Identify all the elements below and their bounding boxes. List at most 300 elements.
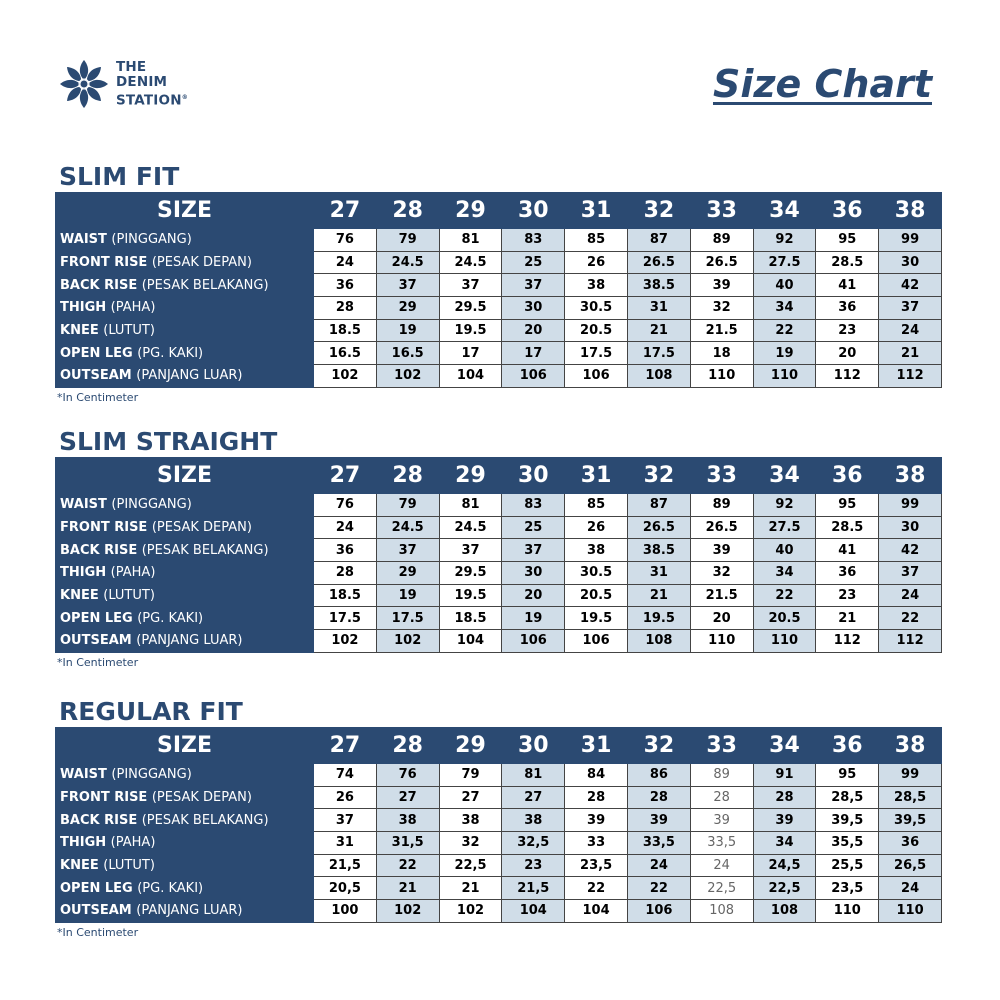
measurement-label bbox=[56, 251, 314, 274]
measurement-value: 19.5 bbox=[627, 607, 690, 630]
size-column-header: 38 bbox=[879, 193, 942, 229]
measurement-value: 20.5 bbox=[565, 319, 628, 342]
measurement-translation: (PESAK BELAKANG) bbox=[141, 277, 269, 293]
measurement-translation: (PG. KAKI) bbox=[137, 880, 204, 896]
measurement-value: 32,5 bbox=[502, 832, 565, 855]
measurement-value: 17.5 bbox=[376, 607, 439, 630]
size-column-header: 32 bbox=[627, 728, 690, 764]
measurement-value: 34 bbox=[753, 297, 816, 320]
measurement-value: 102 bbox=[376, 365, 439, 388]
size-table bbox=[55, 727, 942, 923]
measurement-value: 76 bbox=[314, 494, 377, 517]
measurement-value: 86 bbox=[627, 764, 690, 787]
measurement-value: 27 bbox=[376, 786, 439, 809]
measurement-value: 28 bbox=[314, 562, 377, 585]
measurement-label bbox=[56, 297, 314, 320]
measurement-value: 40 bbox=[753, 539, 816, 562]
size-column-header: 29 bbox=[439, 193, 502, 229]
measurement-value: 108 bbox=[753, 900, 816, 923]
measurement-translation: (PAHA) bbox=[110, 835, 156, 851]
measurement-label bbox=[56, 764, 314, 787]
measurement-value: 21,5 bbox=[314, 854, 377, 877]
measurement-value: 21.5 bbox=[690, 584, 753, 607]
measurement-value: 92 bbox=[753, 494, 816, 517]
measurement-value: 41 bbox=[816, 539, 879, 562]
measurement-value: 32 bbox=[690, 297, 753, 320]
measurement-value: 37 bbox=[439, 274, 502, 297]
measurement-value: 26.5 bbox=[690, 251, 753, 274]
measurement-value: 110 bbox=[690, 630, 753, 653]
measurement-value: 37 bbox=[502, 274, 565, 297]
size-column-header: 27 bbox=[314, 728, 377, 764]
measurement-value: 81 bbox=[502, 764, 565, 787]
table-row bbox=[56, 342, 942, 365]
measurement-value: 83 bbox=[502, 494, 565, 517]
size-column-header: 29 bbox=[439, 728, 502, 764]
table-row bbox=[56, 297, 942, 320]
measurement-value: 108 bbox=[627, 630, 690, 653]
measurement-value: 17.5 bbox=[314, 607, 377, 630]
measurement-translation: (PG. KAKI) bbox=[137, 345, 204, 361]
measurement-value: 104 bbox=[502, 900, 565, 923]
measurement-value: 38 bbox=[565, 274, 628, 297]
measurement-value: 22 bbox=[376, 854, 439, 877]
measurement-value: 20 bbox=[502, 584, 565, 607]
measurement-value: 81 bbox=[439, 494, 502, 517]
measurement-translation: (PESAK BELAKANG) bbox=[141, 542, 269, 558]
measurement-value: 106 bbox=[502, 365, 565, 388]
measurement-value: 37 bbox=[314, 809, 377, 832]
measurement-value: 39 bbox=[690, 274, 753, 297]
table-row bbox=[56, 786, 942, 809]
measurement-value: 106 bbox=[627, 900, 690, 923]
measurement-translation: (LUTUT) bbox=[103, 323, 155, 339]
measurement-value: 25,5 bbox=[816, 854, 879, 877]
measurement-value: 21 bbox=[879, 342, 942, 365]
size-column-header: 38 bbox=[879, 728, 942, 764]
measurement-translation: (PESAK DEPAN) bbox=[151, 520, 252, 536]
measurement-value: 23 bbox=[502, 854, 565, 877]
measurement-value: 28.5 bbox=[816, 516, 879, 539]
measurement-value: 26,5 bbox=[879, 854, 942, 877]
measurement-value: 24 bbox=[879, 877, 942, 900]
measurement-value: 102 bbox=[439, 900, 502, 923]
table-row bbox=[56, 630, 942, 653]
measurement-value: 38 bbox=[376, 809, 439, 832]
measurement-translation: (LUTUT) bbox=[103, 588, 155, 604]
measurement-translation: (PINGGANG) bbox=[111, 767, 192, 783]
size-column-header: 36 bbox=[816, 458, 879, 494]
measurement-name: OUTSEAM bbox=[60, 368, 132, 384]
measurement-value: 87 bbox=[627, 229, 690, 252]
measurement-value: 99 bbox=[879, 229, 942, 252]
measurement-value: 29.5 bbox=[439, 297, 502, 320]
measurement-value: 20,5 bbox=[314, 877, 377, 900]
measurement-value: 22 bbox=[565, 877, 628, 900]
measurement-value: 26 bbox=[565, 516, 628, 539]
measurement-value: 32 bbox=[439, 832, 502, 855]
size-column-header: 36 bbox=[816, 728, 879, 764]
brand-line: STATION bbox=[116, 92, 182, 109]
measurement-value: 38 bbox=[502, 809, 565, 832]
measurement-value: 110 bbox=[816, 900, 879, 923]
measurement-value: 102 bbox=[314, 630, 377, 653]
table-row bbox=[56, 854, 942, 877]
measurement-translation: (LUTUT) bbox=[103, 858, 155, 874]
measurement-value: 39 bbox=[565, 809, 628, 832]
measurement-value: 27.5 bbox=[753, 516, 816, 539]
measurement-translation: (PANJANG LUAR) bbox=[136, 368, 243, 384]
measurement-value: 21.5 bbox=[690, 319, 753, 342]
measurement-value: 42 bbox=[879, 274, 942, 297]
measurement-value: 91 bbox=[753, 764, 816, 787]
measurement-label bbox=[56, 900, 314, 923]
measurement-value: 18.5 bbox=[439, 607, 502, 630]
measurement-value: 18.5 bbox=[314, 319, 377, 342]
measurement-value: 37 bbox=[376, 539, 439, 562]
measurement-name: THIGH bbox=[60, 565, 107, 581]
measurement-value: 79 bbox=[439, 764, 502, 787]
measurement-value: 24 bbox=[879, 584, 942, 607]
measurement-label bbox=[56, 584, 314, 607]
size-column-header: 28 bbox=[376, 458, 439, 494]
brand-line: THE bbox=[116, 58, 147, 75]
measurement-value: 104 bbox=[439, 365, 502, 388]
measurement-value: 24 bbox=[879, 319, 942, 342]
size-header: SIZE bbox=[56, 458, 314, 494]
size-column-header: 28 bbox=[376, 193, 439, 229]
measurement-value: 23,5 bbox=[565, 854, 628, 877]
measurement-value: 108 bbox=[627, 365, 690, 388]
measurement-label bbox=[56, 854, 314, 877]
table-row bbox=[56, 607, 942, 630]
measurement-value: 19 bbox=[502, 607, 565, 630]
measurement-value: 28 bbox=[690, 786, 753, 809]
measurement-value: 38.5 bbox=[627, 539, 690, 562]
measurement-name: OUTSEAM bbox=[60, 633, 132, 649]
size-column-header: 34 bbox=[753, 728, 816, 764]
measurement-value: 19 bbox=[376, 584, 439, 607]
measurement-value: 25 bbox=[502, 251, 565, 274]
section-title: REGULAR FIT bbox=[59, 697, 243, 726]
measurement-value: 39 bbox=[690, 539, 753, 562]
size-section bbox=[55, 162, 942, 404]
measurement-value: 24.5 bbox=[439, 251, 502, 274]
measurement-value: 95 bbox=[816, 229, 879, 252]
measurement-label bbox=[56, 229, 314, 252]
measurement-value: 37 bbox=[879, 562, 942, 585]
section-title: SLIM FIT bbox=[59, 162, 180, 191]
measurement-value: 35,5 bbox=[816, 832, 879, 855]
unit-note: *In Centimeter bbox=[57, 925, 139, 939]
measurement-value: 89 bbox=[690, 494, 753, 517]
measurement-value: 29 bbox=[376, 297, 439, 320]
measurement-value: 33 bbox=[565, 832, 628, 855]
measurement-value: 92 bbox=[753, 229, 816, 252]
table-row bbox=[56, 229, 942, 252]
measurement-value: 38 bbox=[439, 809, 502, 832]
measurement-value: 33,5 bbox=[690, 832, 753, 855]
measurement-value: 19 bbox=[753, 342, 816, 365]
measurement-value: 89 bbox=[690, 229, 753, 252]
measurement-value: 21,5 bbox=[502, 877, 565, 900]
page-title: Size Chart bbox=[712, 62, 932, 106]
measurement-label bbox=[56, 630, 314, 653]
measurement-name: OUTSEAM bbox=[60, 903, 132, 919]
size-header: SIZE bbox=[56, 728, 314, 764]
measurement-value: 36 bbox=[816, 562, 879, 585]
measurement-value: 110 bbox=[753, 365, 816, 388]
measurement-value: 28 bbox=[753, 786, 816, 809]
measurement-value: 29 bbox=[376, 562, 439, 585]
measurement-value: 31,5 bbox=[376, 832, 439, 855]
measurement-value: 19 bbox=[376, 319, 439, 342]
measurement-value: 26 bbox=[314, 786, 377, 809]
measurement-label bbox=[56, 516, 314, 539]
measurement-value: 37 bbox=[376, 274, 439, 297]
size-column-header: 30 bbox=[502, 728, 565, 764]
size-column-header: 32 bbox=[627, 458, 690, 494]
measurement-value: 81 bbox=[439, 229, 502, 252]
table-row bbox=[56, 877, 942, 900]
size-section bbox=[55, 697, 942, 939]
measurement-name: KNEE bbox=[60, 858, 99, 874]
measurement-translation: (PESAK BELAKANG) bbox=[141, 812, 269, 828]
measurement-translation: (PANJANG LUAR) bbox=[136, 903, 243, 919]
measurement-value: 100 bbox=[314, 900, 377, 923]
measurement-value: 38.5 bbox=[627, 274, 690, 297]
measurement-value: 17 bbox=[439, 342, 502, 365]
size-column-header: 28 bbox=[376, 728, 439, 764]
size-column-header: 33 bbox=[690, 193, 753, 229]
brand-line: DENIM bbox=[116, 73, 168, 90]
measurement-value: 36 bbox=[314, 539, 377, 562]
size-column-header: 38 bbox=[879, 458, 942, 494]
measurement-value: 23,5 bbox=[816, 877, 879, 900]
measurement-value: 30 bbox=[879, 251, 942, 274]
measurement-value: 89 bbox=[690, 764, 753, 787]
measurement-value: 28,5 bbox=[879, 786, 942, 809]
measurement-value: 22 bbox=[627, 877, 690, 900]
measurement-value: 19.5 bbox=[439, 584, 502, 607]
measurement-value: 112 bbox=[879, 365, 942, 388]
measurement-value: 102 bbox=[314, 365, 377, 388]
measurement-label bbox=[56, 319, 314, 342]
measurement-value: 24 bbox=[314, 251, 377, 274]
measurement-value: 20 bbox=[816, 342, 879, 365]
measurement-value: 19.5 bbox=[565, 607, 628, 630]
header-row bbox=[56, 458, 942, 494]
measurement-value: 87 bbox=[627, 494, 690, 517]
measurement-value: 102 bbox=[376, 900, 439, 923]
size-column-header: 32 bbox=[627, 193, 690, 229]
measurement-value: 37 bbox=[879, 297, 942, 320]
measurement-value: 30.5 bbox=[565, 297, 628, 320]
measurement-translation: (PESAK DEPAN) bbox=[151, 255, 252, 271]
measurement-label bbox=[56, 539, 314, 562]
measurement-value: 21 bbox=[376, 877, 439, 900]
size-column-header: 29 bbox=[439, 458, 502, 494]
measurement-name: KNEE bbox=[60, 588, 99, 604]
measurement-value: 26.5 bbox=[627, 516, 690, 539]
measurement-value: 18 bbox=[690, 342, 753, 365]
table-row bbox=[56, 319, 942, 342]
measurement-value: 26 bbox=[565, 251, 628, 274]
measurement-label bbox=[56, 786, 314, 809]
measurement-value: 85 bbox=[565, 229, 628, 252]
table-row bbox=[56, 832, 942, 855]
measurement-value: 102 bbox=[376, 630, 439, 653]
measurement-name: BACK RISE bbox=[60, 542, 138, 558]
size-column-header: 27 bbox=[314, 458, 377, 494]
size-section bbox=[55, 427, 942, 669]
measurement-value: 106 bbox=[565, 365, 628, 388]
measurement-value: 24 bbox=[314, 516, 377, 539]
measurement-value: 39,5 bbox=[816, 809, 879, 832]
measurement-label bbox=[56, 562, 314, 585]
measurement-value: 28 bbox=[314, 297, 377, 320]
unit-note: *In Centimeter bbox=[57, 390, 139, 404]
size-column-header: 34 bbox=[753, 193, 816, 229]
flower-logo-icon bbox=[58, 58, 110, 110]
measurement-value: 22 bbox=[753, 584, 816, 607]
table-row bbox=[56, 365, 942, 388]
measurement-value: 30 bbox=[502, 297, 565, 320]
measurement-name: WAIST bbox=[60, 232, 107, 248]
measurement-name: FRONT RISE bbox=[60, 520, 148, 536]
measurement-value: 84 bbox=[565, 764, 628, 787]
measurement-label bbox=[56, 809, 314, 832]
table-row bbox=[56, 809, 942, 832]
measurement-value: 40 bbox=[753, 274, 816, 297]
measurement-value: 74 bbox=[314, 764, 377, 787]
unit-note: *In Centimeter bbox=[57, 655, 139, 669]
measurement-value: 19.5 bbox=[439, 319, 502, 342]
measurement-value: 34 bbox=[753, 562, 816, 585]
measurement-value: 39 bbox=[627, 809, 690, 832]
size-column-header: 31 bbox=[565, 728, 628, 764]
measurement-value: 29.5 bbox=[439, 562, 502, 585]
measurement-value: 28 bbox=[627, 786, 690, 809]
measurement-label bbox=[56, 365, 314, 388]
measurement-value: 26.5 bbox=[690, 516, 753, 539]
table-row bbox=[56, 539, 942, 562]
measurement-value: 36 bbox=[816, 297, 879, 320]
measurement-translation: (PANJANG LUAR) bbox=[136, 633, 243, 649]
measurement-value: 108 bbox=[690, 900, 753, 923]
measurement-translation: (PAHA) bbox=[110, 300, 156, 316]
size-table bbox=[55, 457, 942, 653]
measurement-value: 28 bbox=[565, 786, 628, 809]
brand-logo bbox=[58, 58, 188, 110]
measurement-name: OPEN LEG bbox=[60, 610, 133, 626]
measurement-value: 27 bbox=[439, 786, 502, 809]
measurement-name: FRONT RISE bbox=[60, 255, 148, 271]
table-row bbox=[56, 274, 942, 297]
measurement-value: 32 bbox=[690, 562, 753, 585]
measurement-value: 33,5 bbox=[627, 832, 690, 855]
measurement-value: 36 bbox=[879, 832, 942, 855]
measurement-translation: (PESAK DEPAN) bbox=[151, 790, 252, 806]
measurement-name: KNEE bbox=[60, 323, 99, 339]
measurement-label bbox=[56, 342, 314, 365]
size-column-header: 33 bbox=[690, 458, 753, 494]
measurement-value: 21 bbox=[627, 319, 690, 342]
header-row bbox=[56, 728, 942, 764]
measurement-value: 24.5 bbox=[439, 516, 502, 539]
table-row bbox=[56, 516, 942, 539]
size-column-header: 34 bbox=[753, 458, 816, 494]
measurement-value: 17 bbox=[502, 342, 565, 365]
measurement-value: 16.5 bbox=[314, 342, 377, 365]
measurement-value: 24.5 bbox=[376, 251, 439, 274]
measurement-name: OPEN LEG bbox=[60, 880, 133, 896]
measurement-value: 76 bbox=[376, 764, 439, 787]
measurement-value: 24,5 bbox=[753, 854, 816, 877]
measurement-value: 83 bbox=[502, 229, 565, 252]
measurement-translation: (PG. KAKI) bbox=[137, 610, 204, 626]
measurement-name: FRONT RISE bbox=[60, 790, 148, 806]
measurement-value: 39 bbox=[690, 809, 753, 832]
measurement-label bbox=[56, 877, 314, 900]
measurement-value: 30 bbox=[879, 516, 942, 539]
measurement-name: OPEN LEG bbox=[60, 345, 133, 361]
measurement-value: 18.5 bbox=[314, 584, 377, 607]
measurement-value: 30.5 bbox=[565, 562, 628, 585]
measurement-value: 110 bbox=[879, 900, 942, 923]
measurement-label bbox=[56, 494, 314, 517]
measurement-value: 110 bbox=[753, 630, 816, 653]
measurement-value: 22 bbox=[753, 319, 816, 342]
size-column-header: 31 bbox=[565, 458, 628, 494]
measurement-value: 31 bbox=[314, 832, 377, 855]
measurement-value: 28.5 bbox=[816, 251, 879, 274]
measurement-value: 31 bbox=[627, 297, 690, 320]
measurement-value: 23 bbox=[816, 584, 879, 607]
measurement-value: 95 bbox=[816, 764, 879, 787]
section-title: SLIM STRAIGHT bbox=[59, 427, 278, 456]
size-column-header: 30 bbox=[502, 193, 565, 229]
measurement-value: 25 bbox=[502, 516, 565, 539]
measurement-value: 30 bbox=[502, 562, 565, 585]
measurement-value: 23 bbox=[816, 319, 879, 342]
measurement-translation: (PINGGANG) bbox=[111, 497, 192, 513]
measurement-value: 22,5 bbox=[690, 877, 753, 900]
measurement-value: 76 bbox=[314, 229, 377, 252]
measurement-name: WAIST bbox=[60, 497, 107, 513]
measurement-value: 95 bbox=[816, 494, 879, 517]
measurement-value: 110 bbox=[690, 365, 753, 388]
measurement-value: 112 bbox=[816, 365, 879, 388]
size-column-header: 33 bbox=[690, 728, 753, 764]
table-row bbox=[56, 251, 942, 274]
measurement-value: 112 bbox=[879, 630, 942, 653]
table-row bbox=[56, 764, 942, 787]
measurement-value: 26.5 bbox=[627, 251, 690, 274]
measurement-value: 20.5 bbox=[753, 607, 816, 630]
registered-mark: ® bbox=[181, 93, 188, 101]
measurement-value: 41 bbox=[816, 274, 879, 297]
measurement-value: 22,5 bbox=[439, 854, 502, 877]
size-column-header: 30 bbox=[502, 458, 565, 494]
measurement-value: 17.5 bbox=[565, 342, 628, 365]
measurement-translation: (PAHA) bbox=[110, 565, 156, 581]
measurement-value: 20.5 bbox=[565, 584, 628, 607]
measurement-value: 104 bbox=[565, 900, 628, 923]
measurement-value: 22 bbox=[879, 607, 942, 630]
measurement-value: 17.5 bbox=[627, 342, 690, 365]
table-row bbox=[56, 584, 942, 607]
